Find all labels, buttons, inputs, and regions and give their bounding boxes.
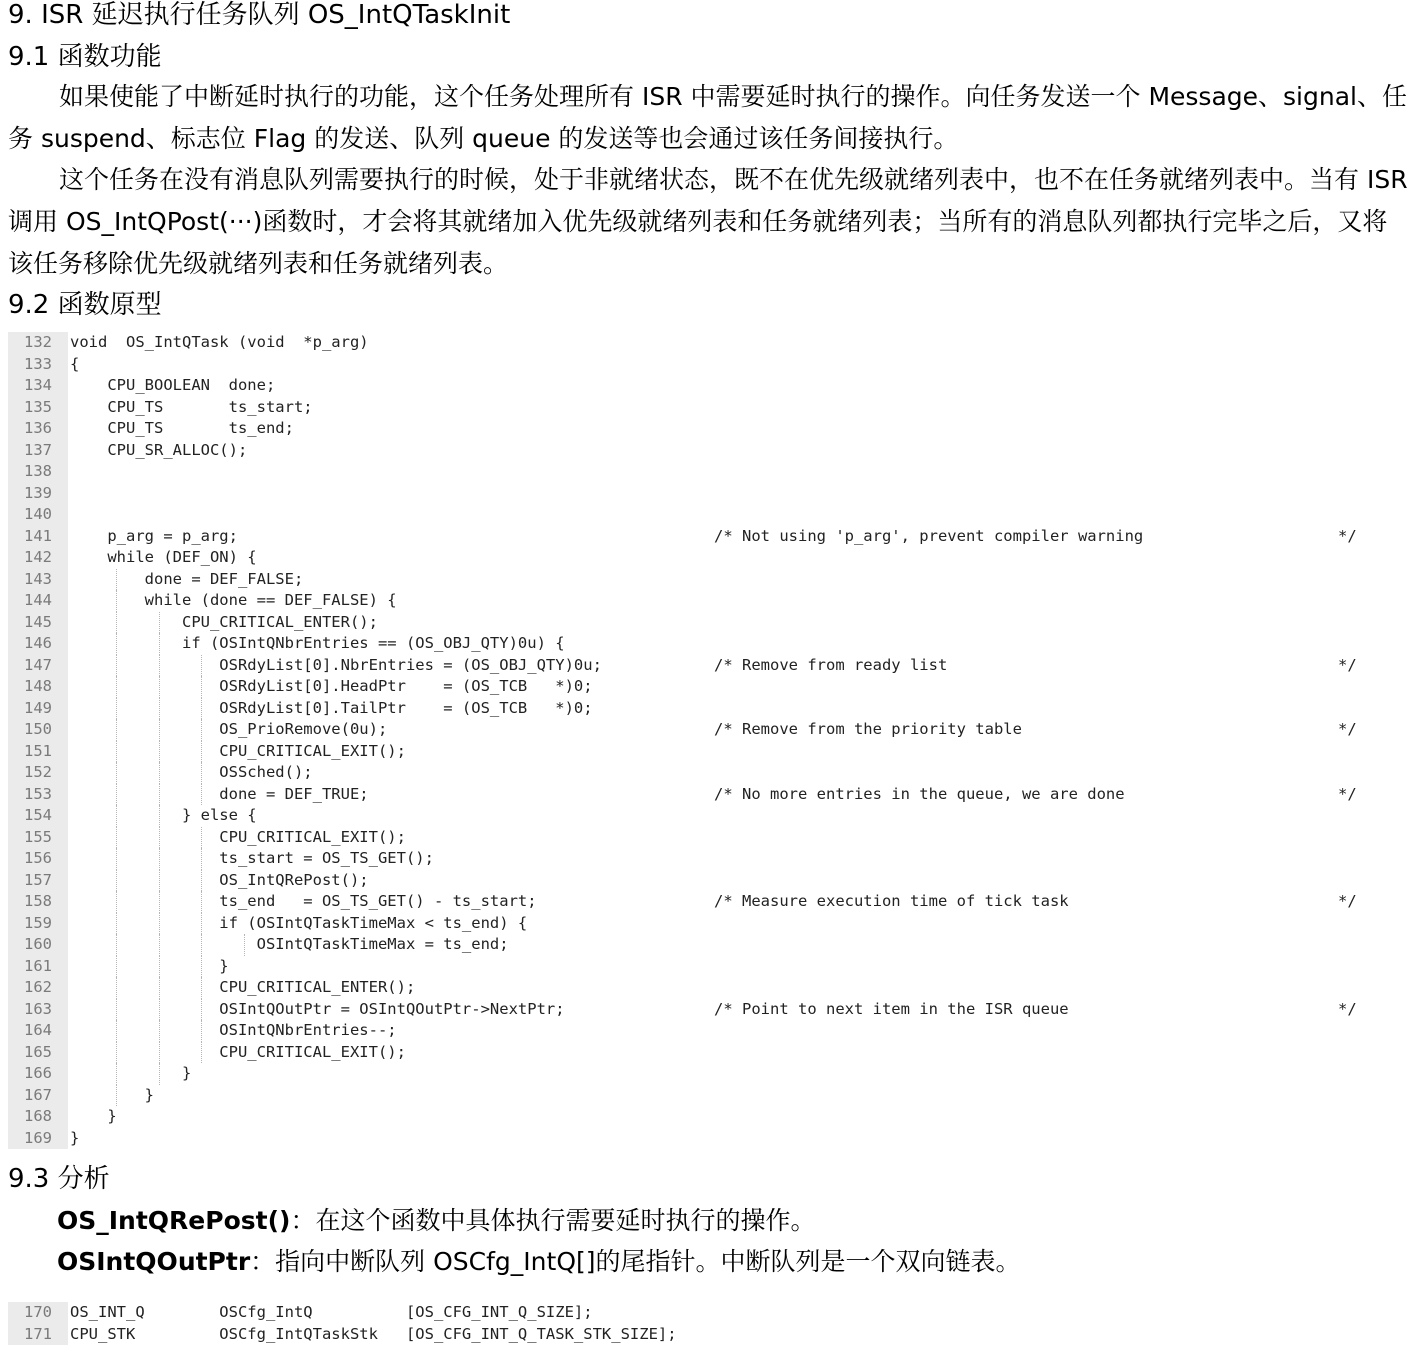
code-line [70,805,1410,827]
indent-guide [159,1020,160,1042]
code-line [70,891,1410,913]
line-number: 132 [24,333,52,351]
line-number: 165 [24,1042,52,1061]
code-line [70,569,1410,591]
line-number: 154 [24,806,52,824]
indent-guide [159,655,160,677]
indent-guide [116,612,117,634]
line-number: 159 [24,913,52,932]
line-number: 148 [24,677,52,695]
indent-guide [116,827,117,849]
code-comment: /* Remove from ready list [714,655,948,674]
code-comment-end: */ [1338,720,1357,738]
indent-guide [201,655,202,677]
function-heading: 9.1 函数功能 [8,42,162,72]
code-line [70,784,1410,806]
indent-guide [201,719,202,741]
line-number: 145 [24,612,52,631]
code-line [70,848,1410,870]
line-number: 152 [24,763,52,781]
code-text: OSRdyList[0].HeadPtr = (OS_TCB *)0; [70,677,593,695]
line-number: 140 [24,505,52,523]
code-text: CPU_CRITICAL_EXIT(); [70,827,406,846]
code-line [70,375,1410,397]
code-text: while (done == DEF_FALSE) { [70,591,397,609]
code-text: CPU_TS ts_start; [70,397,313,416]
code-line [70,913,1410,935]
code-text: } [70,1128,80,1147]
code-line [70,1106,1410,1128]
indent-guide [159,1063,160,1085]
code-line [70,1020,1410,1042]
code-text: done = DEF_FALSE; [70,569,304,588]
line-number: 149 [24,698,52,717]
indent-guide [116,719,117,741]
indent-guide [116,977,117,999]
indent-guide [159,934,160,956]
code-text: } [70,1085,154,1104]
code-comment-end: */ [1338,999,1357,1018]
code-line [70,956,1410,978]
indent-guide [116,784,117,806]
line-number: 134 [24,376,52,394]
indent-guide [201,977,202,999]
code-text: CPU_CRITICAL_EXIT(); [70,1042,406,1061]
code-line [70,526,1410,548]
code-line [70,633,1410,655]
code-text: OS_PrioRemove(0u); [70,720,388,738]
code-line [70,1063,1410,1085]
code-text: CPU_CRITICAL_EXIT(); [70,741,406,760]
analysis-heading: 9.3 分析 [8,1164,110,1194]
code-text: OSSched(); [70,763,313,781]
indent-guide [116,805,117,827]
code-text: OSRdyList[0].TailPtr = (OS_TCB *)0; [70,698,593,717]
line-number: 168 [24,1107,52,1125]
indent-guide [116,1020,117,1042]
code-text: OSIntQTaskTimeMax = ts_end; [70,935,509,953]
code-comment: /* Not using 'p_arg', prevent compiler warning [714,526,1144,545]
code-line [70,977,1410,999]
indent-guide [116,848,117,870]
line-number: 147 [24,655,52,674]
indent-guide [159,977,160,999]
code-comment-end: */ [1338,526,1357,545]
code-text: } [70,1064,192,1082]
indent-guide [116,655,117,677]
line-number: 151 [24,741,52,760]
code-text: CPU_TS ts_end; [70,419,294,437]
code-text: if (OSIntQTaskTimeMax < ts_end) { [70,913,528,932]
function-paragraph: 这个任务在没有消息队列需要执行的时候，处于非就绪状态，既不在优先级就绪列表中，也不在任务就绪列表中。当有 ISR 调用 OS_IntQPost(···)函数时，才会将其就绪加入优先级就绪列表和任务就绪列表；当所有的消息队列都执行完毕之后，又将该任务移除优先级就绪列表和任务就绪列表。 [8,165,1408,278]
line-number: 157 [24,870,52,889]
code-line [70,1128,1410,1150]
line-number: 143 [24,569,52,588]
line-number: 155 [24,827,52,846]
code-text: ts_start = OS_TS_GET(); [70,849,434,867]
code-line [70,762,1410,784]
line-number: 135 [24,397,52,416]
code-line [70,1324,1410,1346]
indent-guide [116,934,117,956]
analysis-term: OSIntQOutPtr [57,1247,251,1276]
indent-guide [159,612,160,634]
line-number: 138 [24,462,52,480]
line-number: 166 [24,1064,52,1082]
line-number: 137 [24,440,52,459]
code-comment-end: */ [1338,655,1357,674]
code-line [70,547,1410,569]
line-number: 150 [24,720,52,738]
code-line [70,1042,1410,1064]
indent-guide [244,934,245,956]
indent-guide [201,698,202,720]
code-line [70,397,1410,419]
line-number: 161 [24,956,52,975]
code-text: CPU_STK OSCfg_IntQTaskStk [OS_CFG_INT_Q_TASK_STK_SIZE]; [70,1324,677,1343]
code-line [70,999,1410,1021]
code-comment: /* Remove from the priority table [714,720,1022,738]
indent-guide [201,741,202,763]
indent-guide [159,1042,160,1064]
indent-guide [159,805,160,827]
code-line [70,827,1410,849]
code-comment: /* No more entries in the queue, we are done [714,784,1125,803]
indent-guide [116,698,117,720]
code-line [70,1085,1410,1107]
line-number: 142 [24,548,52,566]
indent-guide [116,956,117,978]
indent-guide [116,741,117,763]
code-line [70,504,1410,526]
indent-guide [116,891,117,913]
indent-guide [201,913,202,935]
indent-guide [159,698,160,720]
code-line [70,332,1410,354]
analysis-text: ：指向中断队列 OSCfg_IntQ[]的尾指针。中断队列是一个双向链表。 [250,1247,1021,1276]
line-number: 146 [24,634,52,652]
code-text: { [70,354,80,373]
line-number: 136 [24,419,52,437]
line-number: 167 [24,1085,52,1104]
code-line [70,418,1410,440]
code-text: CPU_SR_ALLOC(); [70,440,248,459]
line-number-gutter [8,1302,68,1345]
function-paragraph: 如果使能了中断延时执行的功能，这个任务处理所有 ISR 中需要延时执行的操作。向任务发送一个 Message、signal、任务 suspend、标志位 Flag 的发送、队列 queue 的发送等也会通过该任务间接执行。 [8,82,1407,153]
analysis-term: OS_IntQRePost() [57,1206,291,1235]
line-number: 156 [24,849,52,867]
indent-guide [201,956,202,978]
code-line [70,461,1410,483]
code-comment-end: */ [1338,784,1357,803]
indent-guide [116,999,117,1021]
code-line [70,741,1410,763]
prototype-heading: 9.2 函数原型 [8,290,162,320]
code-text: ts_end = OS_TS_GET() - ts_start; [70,892,537,910]
code-text: while (DEF_ON) { [70,548,257,566]
line-number: 139 [24,483,52,502]
code-line [70,655,1410,677]
indent-guide [201,870,202,892]
code-line [70,870,1410,892]
code-comment: /* Measure execution time of tick task [714,892,1069,910]
indent-guide [201,1020,202,1042]
line-number: 141 [24,526,52,545]
code-line [70,354,1410,376]
line-number: 158 [24,892,52,910]
code-text: done = DEF_TRUE; [70,784,369,803]
indent-guide [159,741,160,763]
code-text: OS_INT_Q OSCfg_IntQ [OS_CFG_INT_Q_SIZE]; [70,1303,593,1321]
indent-guide [159,719,160,741]
code-line [70,440,1410,462]
code-comment-end: */ [1338,892,1357,910]
analysis-item [57,1246,1021,1278]
code-line [70,719,1410,741]
code-text: OSIntQNbrEntries--; [70,1021,397,1039]
code-text: if (OSIntQNbrEntries == (OS_OBJ_QTY)0u) { [70,634,565,652]
indent-guide [159,784,160,806]
code-text: CPU_BOOLEAN done; [70,376,276,394]
indent-guide [201,1042,202,1064]
indent-guide [201,762,202,784]
indent-guide [201,784,202,806]
line-number: 164 [24,1021,52,1039]
code-line [70,934,1410,956]
indent-guide [159,956,160,978]
code-text: } [70,956,229,975]
line-number: 133 [24,354,52,373]
indent-guide [201,934,202,956]
indent-guide [159,633,160,655]
indent-guide [201,848,202,870]
code-line [70,590,1410,612]
indent-guide [116,913,117,935]
code-text: } else { [70,806,257,824]
indent-guide [159,676,160,698]
line-number-gutter [8,332,68,1149]
code-text: CPU_CRITICAL_ENTER(); [70,612,378,631]
code-text: OSIntQOutPtr = OSIntQOutPtr->NextPtr; [70,999,565,1018]
code-lines [70,332,1410,1149]
indent-guide [116,762,117,784]
indent-guide [201,827,202,849]
indent-guide [201,999,202,1021]
indent-guide [116,870,117,892]
code-line [70,483,1410,505]
line-number: 170 [24,1303,52,1321]
indent-guide [159,762,160,784]
indent-guide [159,827,160,849]
indent-guide [116,1063,117,1085]
indent-guide [116,590,117,612]
indent-guide [201,891,202,913]
code-comment: /* Point to next item in the ISR queue [714,999,1069,1018]
line-number: 160 [24,935,52,953]
code-text: } [70,1107,117,1125]
indent-guide [201,676,202,698]
indent-guide [116,569,117,591]
indent-guide [159,913,160,935]
indent-guide [159,870,160,892]
line-number: 144 [24,591,52,609]
code-line [70,612,1410,634]
code-text: OSRdyList[0].NbrEntries = (OS_OBJ_QTY)0u; [70,655,602,674]
line-number: 162 [24,978,52,996]
code-text: p_arg = p_arg; [70,526,238,545]
indent-guide [116,633,117,655]
indent-guide [159,999,160,1021]
code-text: OS_IntQRePost(); [70,870,369,889]
section-heading: 9. ISR 延迟执行任务队列 OS_IntQTaskInit [8,0,511,30]
indent-guide [159,848,160,870]
indent-guide [116,1042,117,1064]
indent-guide [116,676,117,698]
code-line [70,676,1410,698]
line-number: 171 [24,1324,52,1343]
code-lines [70,1302,1410,1345]
code-text: CPU_CRITICAL_ENTER(); [70,978,416,996]
indent-guide [159,891,160,913]
line-number: 163 [24,999,52,1018]
analysis-text: ：在这个函数中具体执行需要延时执行的操作。 [290,1206,816,1235]
code-line [70,1302,1410,1324]
line-number: 169 [24,1128,52,1147]
code-text: void OS_IntQTask (void *p_arg) [70,333,369,351]
code-line [70,698,1410,720]
line-number: 153 [24,784,52,803]
analysis-item [57,1205,815,1237]
indent-guide [116,1085,117,1107]
